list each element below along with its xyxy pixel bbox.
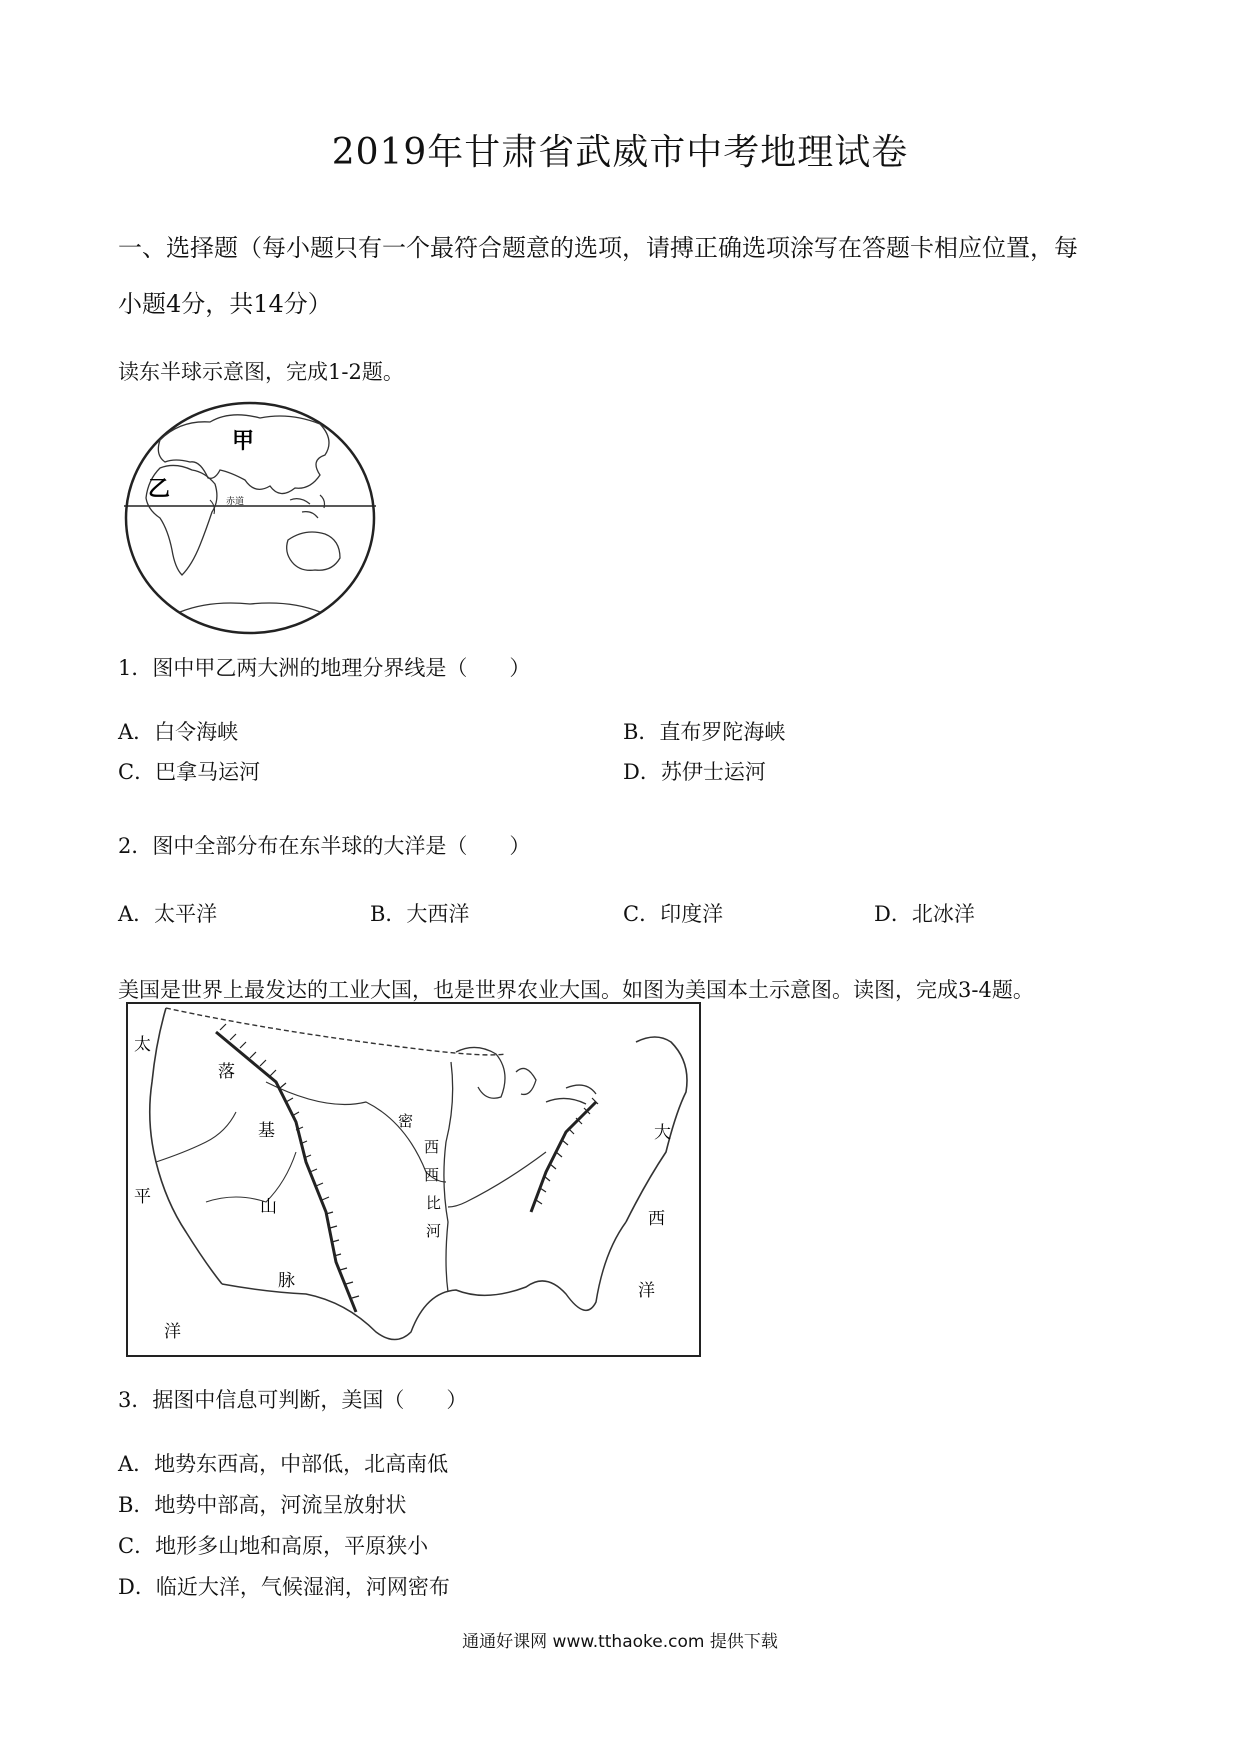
label-atlantic-2: 西 (648, 1209, 665, 1229)
label-rocky-4: 脉 (278, 1271, 295, 1291)
label-miss-5: 河 (426, 1222, 442, 1240)
q3-stem: 3．据图中信息可判断，美国（ ） (118, 1388, 468, 1412)
q2-option-c[interactable]: C．印度洋 (623, 902, 724, 926)
intro-usa: 美国是世界上最发达的工业大国，也是世界农业大国。如图为美国本土示意图。读图，完成3-4题。 (118, 978, 1034, 1002)
q3-option-c[interactable]: C．地形多山地和高原，平原狭小 (118, 1534, 429, 1558)
q1-option-a[interactable]: A．白令海峡 (118, 720, 239, 744)
label-equator: 赤道 (226, 497, 245, 507)
q1-option-b[interactable]: B．直布罗陀海峡 (623, 720, 786, 744)
label-pacific-1: 太 (134, 1035, 151, 1055)
intro-hemisphere: 读东半球示意图，完成1-2题。 (118, 360, 404, 384)
page-title: 2019年甘肃省武威市中考地理试卷 (331, 132, 909, 173)
q3-option-b[interactable]: B．地势中部高，河流呈放射状 (118, 1493, 407, 1517)
label-miss-4: 比 (426, 1194, 442, 1212)
footer-source: 通通好课网 www.tthaoke.com 提供下载 (462, 1632, 778, 1652)
label-rocky-2: 基 (258, 1121, 275, 1141)
label-miss-1: 密 (398, 1112, 414, 1130)
q3-option-d[interactable]: D．临近大洋，气候湿润，河网密布 (118, 1575, 450, 1599)
q1-option-d[interactable]: D．苏伊士运河 (623, 760, 766, 784)
q2-stem: 2．图中全部分布在东半球的大洋是（ ） (118, 834, 531, 858)
q2-option-a[interactable]: A．太平洋 (118, 902, 218, 926)
label-jia: 甲 (232, 429, 255, 454)
label-atlantic-1: 大 (654, 1123, 671, 1143)
label-atlantic-3: 洋 (638, 1281, 655, 1301)
label-rocky-3: 山 (260, 1197, 277, 1217)
q2-option-b[interactable]: B．大西洋 (370, 902, 470, 926)
q1-option-c[interactable]: C．巴拿马运河 (118, 760, 261, 784)
label-miss-2: 西 (424, 1138, 440, 1156)
label-rocky-1: 落 (218, 1062, 235, 1082)
label-yi: 乙 (148, 477, 171, 502)
q3-option-a[interactable]: A．地势东西高，中部低，北高南低 (118, 1452, 449, 1476)
section-heading-line2: 小题4分，共14分） (118, 290, 332, 318)
q2-option-d[interactable]: D．北冰洋 (874, 902, 975, 926)
section-heading-line1: 一、选择题（每小题只有一个最符合题意的选项，请搏正确选项涂写在答题卡相应位置，每 (118, 234, 1078, 262)
q1-stem: 1．图中甲乙两大洲的地理分界线是（ ） (118, 656, 531, 680)
eastern-hemisphere-map (120, 400, 385, 640)
label-pacific-2: 平 (134, 1187, 151, 1207)
usa-map (126, 1002, 702, 1358)
label-miss-3: 西 (424, 1166, 440, 1184)
label-pacific-3: 洋 (164, 1322, 181, 1342)
